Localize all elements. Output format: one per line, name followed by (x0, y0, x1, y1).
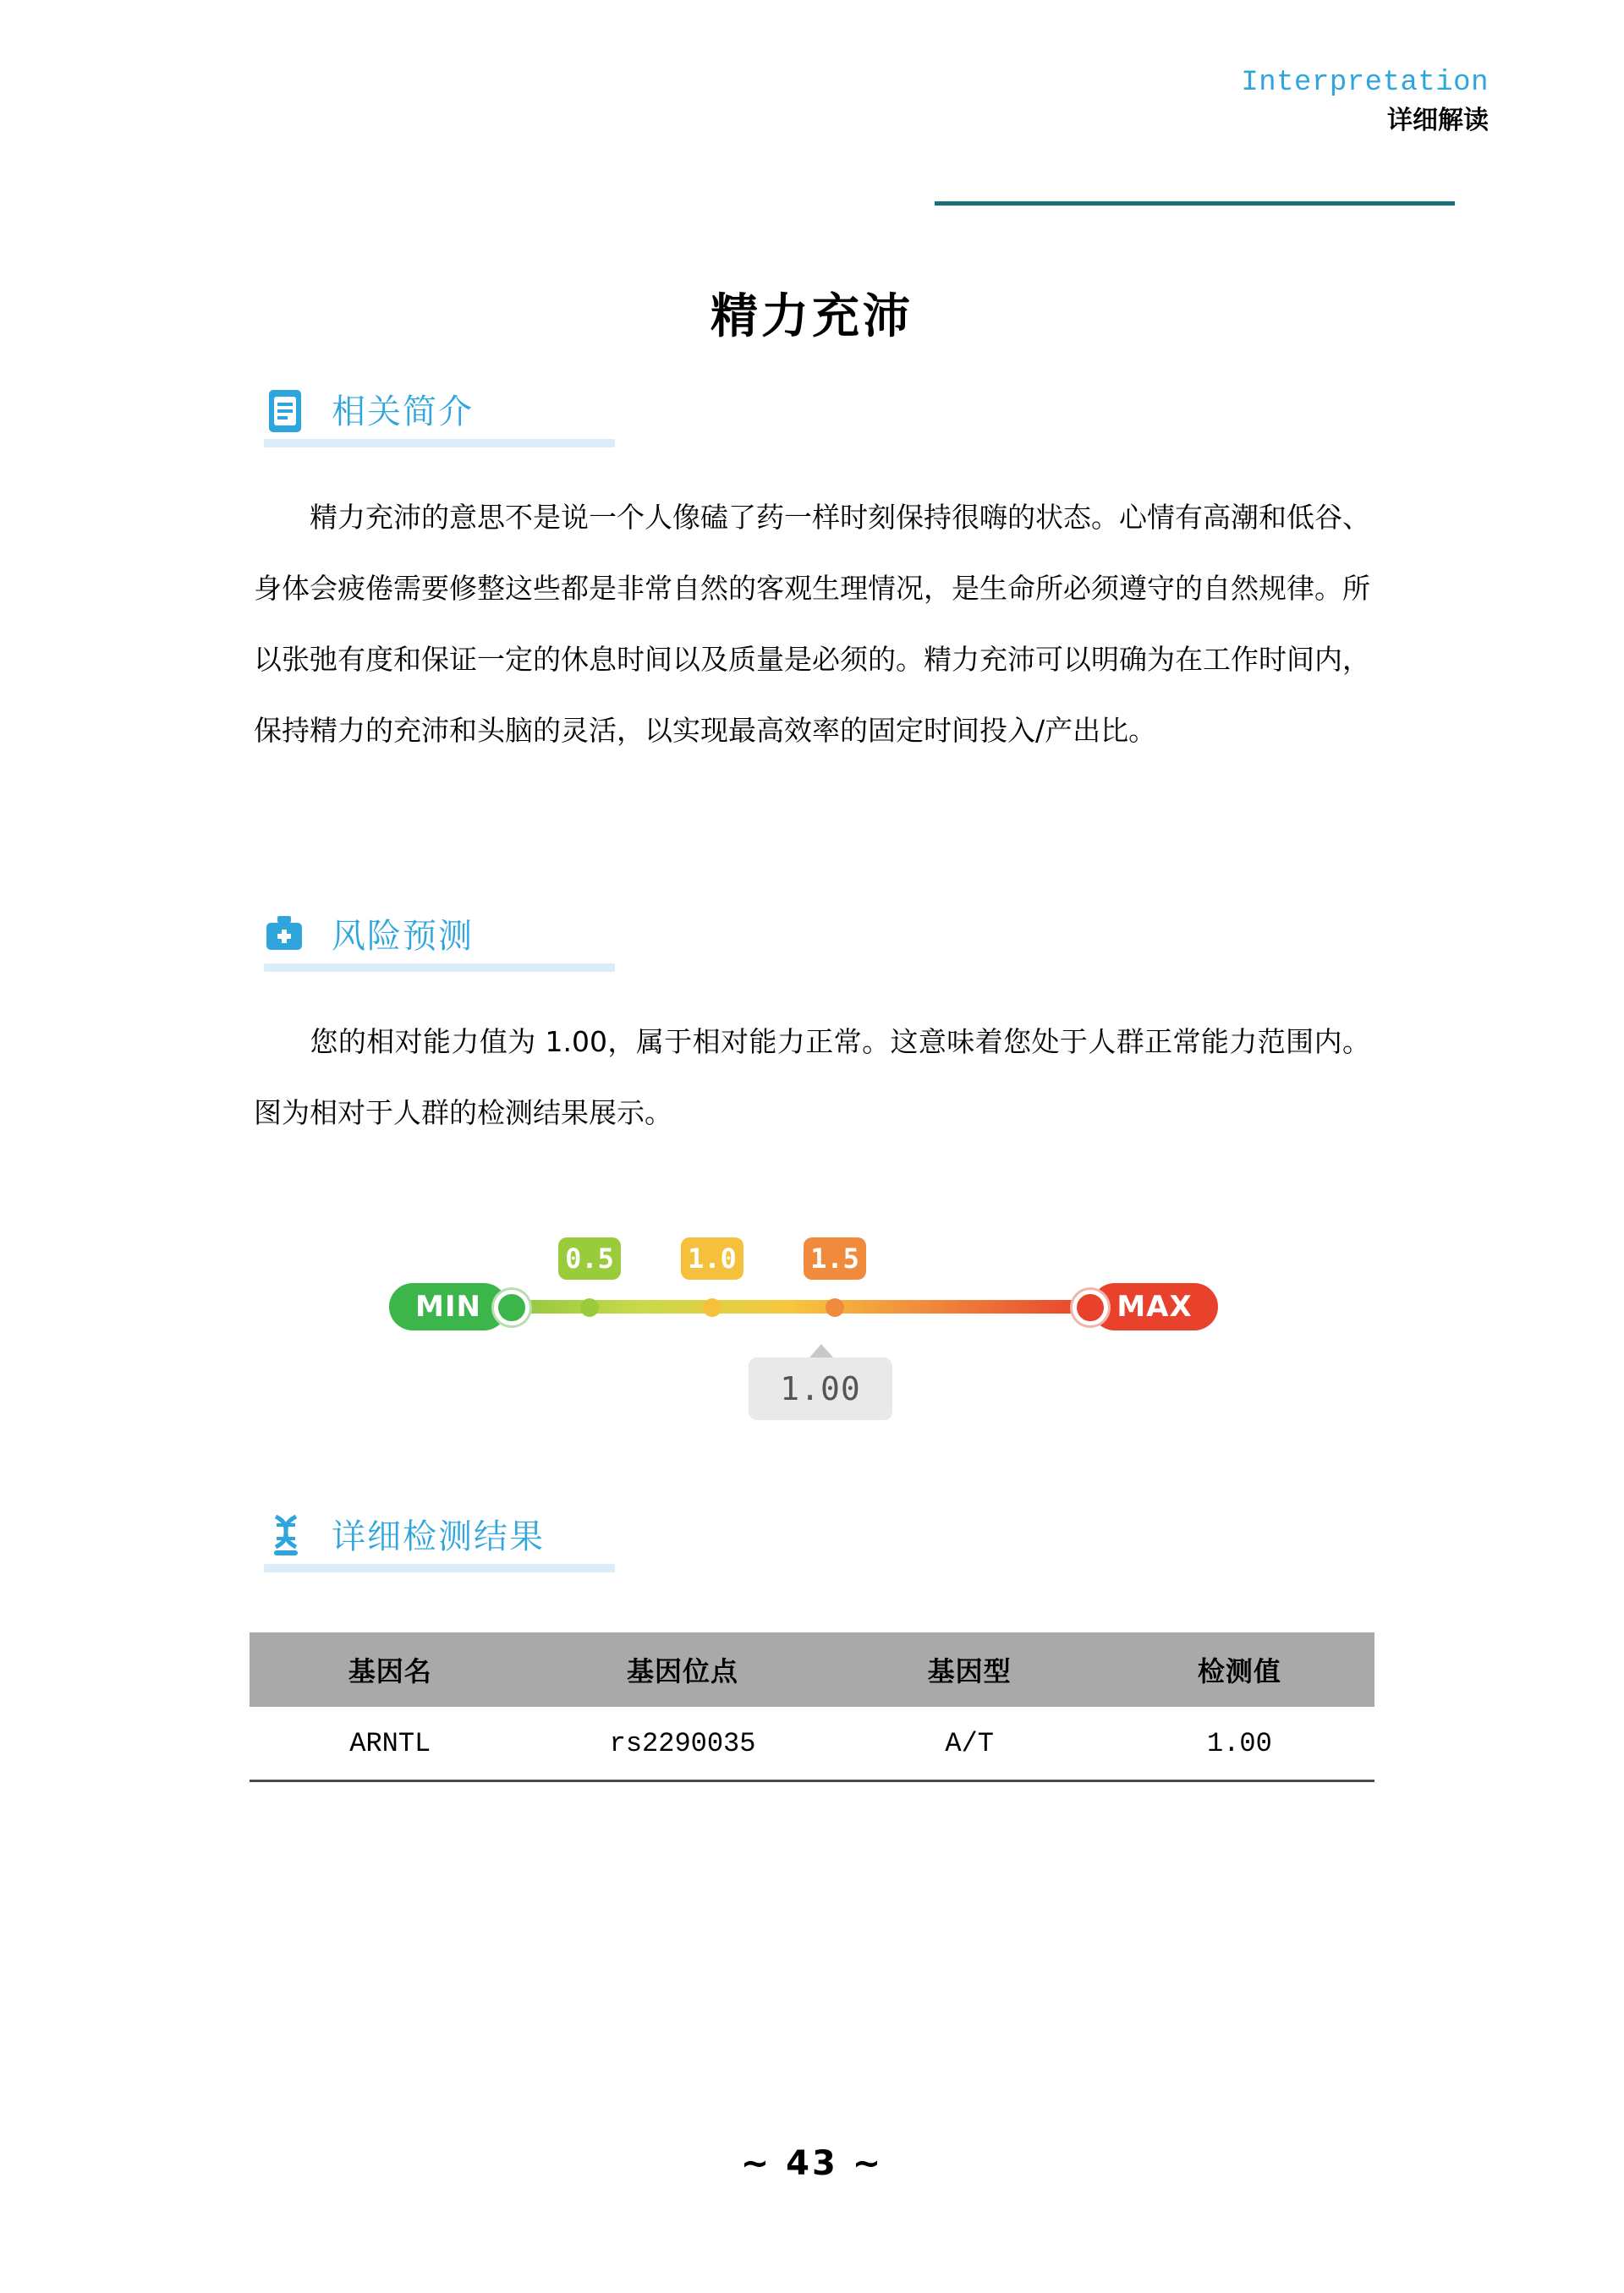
ability-gauge (355, 1231, 1286, 1451)
table-cell-locus: rs2290035 (531, 1707, 835, 1781)
risk-paragraph-text: 您的相对能力值为 1.00，属于相对能力正常。这意味着您处于人群正常能力范围内。图为相对于人群的检测结果展示。 (254, 1025, 1370, 1129)
section-heading-label: 详细检测结果 (332, 1517, 545, 1556)
header-divider (935, 201, 1455, 206)
gauge-tick-label: 1.0 (681, 1237, 743, 1280)
table-column-header-value: 检测值 (1105, 1632, 1374, 1707)
table-row (250, 1707, 1374, 1781)
table-header-row (250, 1632, 1374, 1707)
gauge-min-label: MIN (389, 1283, 508, 1330)
section-heading-results (262, 1510, 660, 1577)
section-underline (264, 439, 615, 447)
section-heading-label: 风险预测 (332, 917, 474, 956)
table-cell-gene: ARNTL (250, 1707, 531, 1781)
gauge-node (703, 1298, 721, 1317)
gauge-endpoint-max (1073, 1290, 1108, 1325)
table-column-header-locus: 基因位点 (531, 1632, 835, 1707)
table-column-header-genotype: 基因型 (835, 1632, 1105, 1707)
document-icon (262, 387, 311, 436)
section-heading-intro (262, 385, 660, 453)
intro-paragraph-text: 精力充沛的意思不是说一个人像磕了药一样时刻保持很嗨的状态。心情有高潮和低谷、身体会疲倦需要修整这些都是非常自然的客观生理情况，是生命所必须遵守的自然规律。所以张弛有度和保证一定的休息时间以及质量是必须的。精力充沛可以明确为在工作时间内，保持精力的充沛和头脑的灵活，以实现最高效率的固定时间投入/产出比。 (254, 501, 1370, 747)
section-heading-label: 相关简介 (332, 392, 474, 431)
page-number: ~ 43 ~ (740, 2144, 884, 2183)
section-underline (264, 963, 615, 972)
header-chinese-title: 详细解读 (1387, 105, 1489, 135)
gauge-tick-label: 0.5 (558, 1237, 621, 1280)
gauge-tick-label: 1.5 (804, 1237, 866, 1280)
medical-kit-icon (262, 911, 311, 960)
table-cell-value: 1.00 (1105, 1707, 1374, 1781)
gauge-value-bubble: 1.00 (749, 1358, 892, 1420)
page-title: 精力充沛 (710, 289, 914, 344)
page-header (964, 66, 1489, 136)
header-english-title: Interpretation (1241, 67, 1489, 99)
gauge-max-label: MAX (1091, 1283, 1218, 1330)
intro-paragraph (254, 482, 1370, 766)
risk-paragraph (254, 1007, 1370, 1149)
detailed-results-table (250, 1632, 1374, 1782)
table-cell-genotype: A/T (835, 1707, 1105, 1781)
table-column-header-gene: 基因名 (250, 1632, 531, 1707)
gauge-endpoint-min (494, 1290, 529, 1325)
dna-icon (262, 1511, 311, 1561)
section-heading-risk (262, 909, 660, 977)
gauge-node (580, 1298, 599, 1317)
section-underline (264, 1564, 615, 1572)
gauge-node (826, 1298, 844, 1317)
